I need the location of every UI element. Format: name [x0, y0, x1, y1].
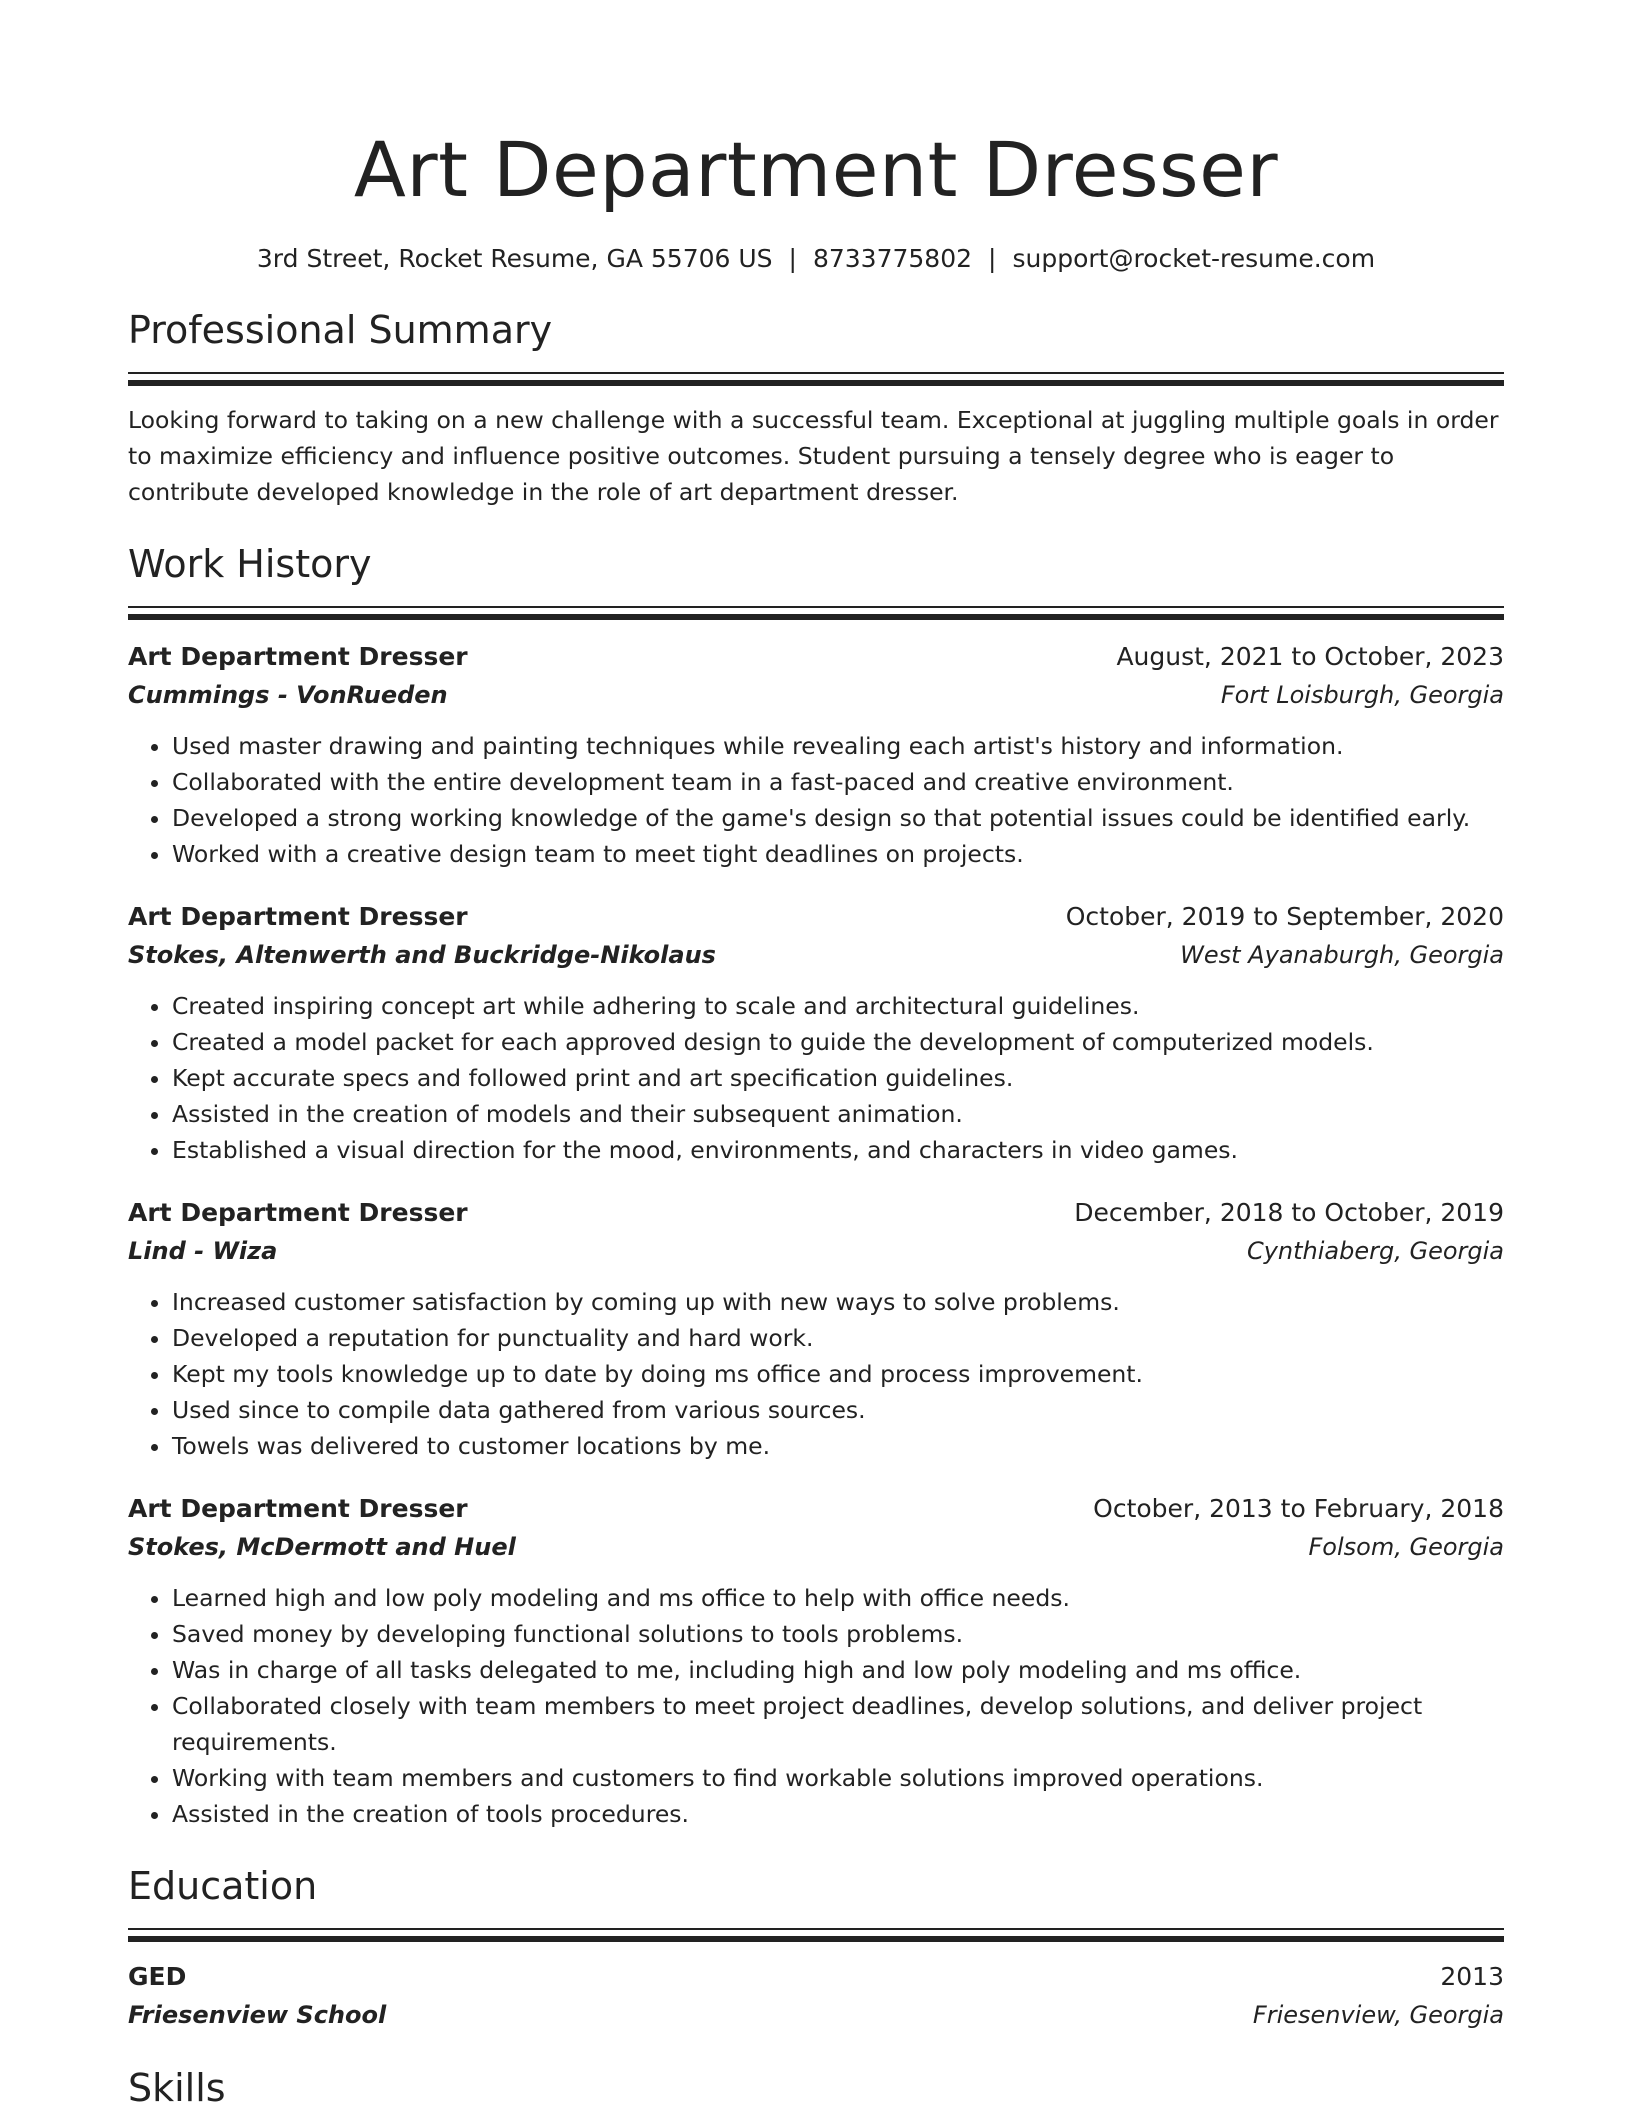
job-location: Folsom, Georgia — [1308, 1533, 1504, 1561]
job-bullet: • Kept my tools knowledge up to date by doing ms office and process improvement. — [172, 1356, 1504, 1392]
job-bullet: • Established a visual direction for the mood, environments, and characters in video games. — [172, 1132, 1504, 1168]
job-bullet: • Increased customer satisfaction by coming up with new ways to solve problems. — [172, 1284, 1504, 1320]
job-bullet: • Worked with a creative design team to meet tight deadlines on projects. — [172, 836, 1504, 872]
job-bullet: • Developed a strong working knowledge of the game's design so that potential issues could be identified early. — [172, 800, 1504, 836]
contact-email: support@rocket-resume.com — [1012, 244, 1376, 273]
job-title: Art Department Dresser — [128, 642, 468, 671]
education-degree: GED — [128, 1962, 187, 1991]
job-company: Cummings - VonRueden — [128, 681, 448, 709]
job-entry — [128, 1194, 1504, 1464]
section-divider — [128, 606, 1504, 608]
job-bullet: • Collaborated closely with team members to meet project deadlines, develop solutions, and deliver project requirements. — [172, 1688, 1504, 1760]
job-entry — [128, 638, 1504, 872]
job-bullet: • Kept accurate specs and followed print and art specification guidelines. — [172, 1060, 1504, 1096]
education-heading: Education — [128, 1864, 318, 1908]
job-bullet: • Learned high and low poly modeling and ms office to help with office needs. — [172, 1580, 1504, 1616]
section-divider-thick — [128, 614, 1504, 620]
job-bullets — [128, 728, 1504, 872]
education-section — [128, 1862, 1504, 2034]
job-bullet: • Towels was delivered to customer locations by me. — [172, 1428, 1504, 1464]
skills-heading: Skills — [128, 2066, 226, 2110]
education-location: Friesenview, Georgia — [1252, 2001, 1504, 2029]
education-school: Friesenview School — [128, 2001, 387, 2029]
job-bullet: • Used master drawing and painting techniques while revealing each artist's history and information. — [172, 728, 1504, 764]
job-bullet: • Assisted in the creation of tools procedures. — [172, 1796, 1504, 1832]
contact-separator: | — [788, 244, 797, 273]
job-company: Lind - Wiza — [128, 1237, 278, 1265]
job-location: Cynthiaberg, Georgia — [1246, 1237, 1504, 1265]
summary-section — [128, 306, 1504, 510]
job-title: Art Department Dresser — [128, 902, 468, 931]
resume-name: Art Department Dresser — [353, 125, 1279, 214]
job-dates: August, 2021 to October, 2023 — [1116, 642, 1504, 671]
job-company: Stokes, McDermott and Huel — [128, 1533, 516, 1561]
contact-line — [128, 242, 1504, 276]
job-location: West Ayanaburgh, Georgia — [1180, 941, 1504, 969]
section-divider-thick — [128, 1936, 1504, 1942]
job-bullet: • Collaborated with the entire development team in a fast-paced and creative environment. — [172, 764, 1504, 800]
section-divider-thick — [128, 380, 1504, 386]
job-bullet: • Created a model packet for each approved design to guide the development of computerized models. — [172, 1024, 1504, 1060]
job-dates: October, 2013 to February, 2018 — [1093, 1494, 1504, 1523]
summary-heading: Professional Summary — [128, 308, 553, 352]
contact-phone: 8733775802 — [812, 244, 973, 273]
job-bullets — [128, 1284, 1504, 1464]
job-bullet: • Was in charge of all tasks delegated to me, including high and low poly modeling and ms office. — [172, 1652, 1504, 1688]
job-title: Art Department Dresser — [128, 1198, 468, 1227]
section-divider — [128, 1928, 1504, 1930]
contact-separator: | — [988, 244, 997, 273]
skills-section — [128, 2064, 1504, 2112]
job-company: Stokes, Altenwerth and Buckridge-Nikolaus — [128, 941, 716, 969]
summary-text: Looking forward to taking on a new challenge with a successful team. Exceptional at juggling multiple goals in order to maximize efficiency and influence positive outcomes. Student pursuing a tensely degree who is eager to contribute developed knowledge in the role of art department dresser. — [128, 406, 1499, 506]
job-bullet: • Used since to compile data gathered from various sources. — [172, 1392, 1504, 1428]
job-bullet: • Assisted in the creation of models and their subsequent animation. — [172, 1096, 1504, 1132]
job-bullet: • Developed a reputation for punctuality and hard work. — [172, 1320, 1504, 1356]
job-dates: December, 2018 to October, 2019 — [1074, 1198, 1504, 1227]
job-bullet: • Working with team members and customers to find workable solutions improved operations. — [172, 1760, 1504, 1796]
work-history-heading: Work History — [128, 542, 372, 586]
job-bullet: • Created inspiring concept art while adhering to scale and architectural guidelines. — [172, 988, 1504, 1024]
job-dates: October, 2019 to September, 2020 — [1065, 902, 1504, 931]
work-history-section — [128, 540, 1504, 1832]
section-divider — [128, 372, 1504, 374]
job-bullet: • Saved money by developing functional solutions to tools problems. — [172, 1616, 1504, 1652]
job-entry — [128, 898, 1504, 1168]
job-bullets — [128, 1580, 1504, 1832]
education-entry — [128, 1958, 1504, 2034]
job-entry — [128, 1490, 1504, 1832]
job-bullets — [128, 988, 1504, 1168]
job-title: Art Department Dresser — [128, 1494, 468, 1523]
contact-address: 3rd Street, Rocket Resume, GA 55706 US — [256, 244, 773, 273]
job-location: Fort Loisburgh, Georgia — [1220, 681, 1504, 709]
education-year: 2013 — [1440, 1962, 1504, 1991]
